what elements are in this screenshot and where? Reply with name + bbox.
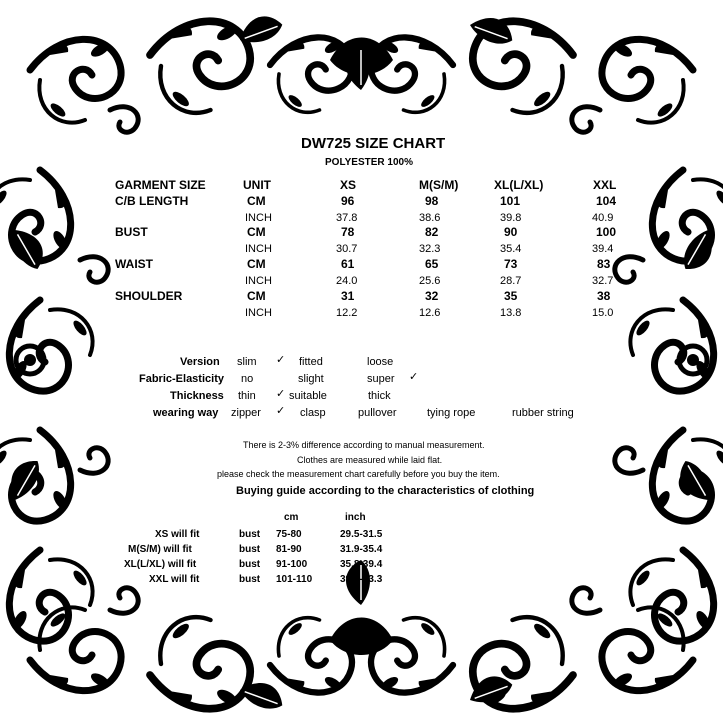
- unit-cm: CM: [247, 289, 266, 303]
- guide-row-cm: 75-80: [276, 529, 302, 540]
- option-thick: thick: [368, 390, 391, 402]
- elasticity-label: Fabric-Elasticity: [139, 373, 224, 385]
- cell: 100: [596, 225, 617, 239]
- guide-row-inch: 31.9-35.4: [340, 544, 383, 555]
- guide-row-inch: 29.5-31.5: [340, 529, 383, 540]
- check-icon: ✓: [409, 371, 419, 383]
- note-laid-flat: Clothes are measured while laid flat.: [297, 455, 443, 465]
- header-xxl: XXL: [593, 178, 617, 192]
- cell: 98: [425, 194, 439, 208]
- unit-inch: INCH: [245, 243, 272, 255]
- option-suitable: suitable: [289, 390, 327, 402]
- cell: 32: [425, 289, 439, 303]
- header-xs: XS: [340, 178, 357, 192]
- cell: 78: [341, 225, 355, 239]
- right-border-ornament: [615, 170, 723, 641]
- row-label-waist: WAIST: [115, 257, 153, 271]
- guide-row-part: bust: [239, 544, 261, 555]
- version-label: Version: [180, 356, 220, 368]
- guide-row-part: bust: [239, 574, 261, 585]
- cell: 38: [597, 289, 611, 303]
- cell: 73: [504, 257, 518, 271]
- option-super: super: [367, 373, 395, 385]
- unit-cm: CM: [247, 257, 266, 271]
- guide-row-label: XS will fit: [155, 529, 200, 540]
- cell: 37.8: [336, 212, 358, 224]
- check-icon: ✓: [276, 354, 286, 366]
- note-measurement-difference: There is 2-3% difference according to manual measurement.: [243, 440, 485, 450]
- guide-col-cm: cm: [284, 512, 299, 523]
- guide-row-label: M(S/M) will fit: [128, 544, 192, 555]
- option-thin: thin: [238, 390, 256, 402]
- cell: 13.8: [500, 307, 522, 319]
- cell: 15.0: [592, 307, 614, 319]
- material-text: POLYESTER 100%: [325, 157, 414, 168]
- header-xl: XL(L/XL): [494, 178, 544, 192]
- option-slight: slight: [298, 373, 324, 385]
- header-garment-size: GARMENT SIZE: [115, 178, 206, 192]
- cell: 61: [341, 257, 355, 271]
- row-label-cb-length: C/B LENGTH: [115, 194, 189, 208]
- header-unit: UNIT: [243, 178, 271, 192]
- option-clasp: clasp: [300, 407, 326, 419]
- cell: 35: [504, 289, 518, 303]
- guide-row-cm: 81-90: [276, 544, 302, 555]
- cell: 32.3: [419, 243, 441, 255]
- unit-inch: INCH: [245, 212, 272, 224]
- top-border-ornament: [30, 11, 693, 133]
- guide-row-part: bust: [239, 559, 261, 570]
- option-loose: loose: [367, 356, 394, 368]
- cell: 82: [425, 225, 439, 239]
- cell: 90: [504, 225, 518, 239]
- cell: 104: [596, 194, 617, 208]
- option-slim: slim: [237, 356, 257, 368]
- option-tying-rope: tying rope: [427, 407, 476, 419]
- option-no: no: [241, 373, 254, 385]
- row-label-bust: BUST: [115, 225, 148, 239]
- cell: 12.6: [419, 307, 441, 319]
- option-fitted: fitted: [299, 356, 323, 368]
- cell: 28.7: [500, 275, 522, 287]
- chart-title: DW725 SIZE CHART: [301, 135, 446, 152]
- cell: 35.4: [500, 243, 522, 255]
- cell: 31: [341, 289, 355, 303]
- left-border-ornament: [0, 170, 108, 641]
- cell: 39.4: [592, 243, 614, 255]
- cell: 12.2: [336, 307, 358, 319]
- unit-cm: CM: [247, 194, 266, 208]
- cell: 40.9: [592, 212, 614, 224]
- option-pullover: pullover: [358, 407, 397, 419]
- guide-row-inch: 39.8-43.3: [340, 574, 383, 585]
- unit-inch: INCH: [245, 307, 272, 319]
- unit-inch: INCH: [245, 275, 272, 287]
- header-m: M(S/M): [419, 178, 459, 192]
- guide-row-label: XXL will fit: [149, 574, 200, 585]
- check-icon: ✓: [276, 388, 286, 400]
- guide-row-cm: 91-100: [276, 559, 308, 570]
- cell: 65: [425, 257, 439, 271]
- cell: 25.6: [419, 275, 441, 287]
- note-check-chart: please check the measurement chart carefully before you buy the item.: [217, 469, 500, 479]
- cell: 96: [341, 194, 355, 208]
- option-rubber-string: rubber string: [512, 407, 574, 419]
- option-zipper: zipper: [231, 407, 261, 419]
- guide-row-inch: 35.8-39.4: [340, 559, 383, 570]
- check-icon: ✓: [276, 405, 286, 417]
- unit-cm: CM: [247, 225, 266, 239]
- guide-row-cm: 101-110: [276, 574, 313, 585]
- guide-row-part: bust: [239, 529, 261, 540]
- guide-col-inch: inch: [345, 512, 366, 523]
- guide-row-label: XL(L/XL) will fit: [124, 559, 197, 570]
- thickness-label: Thickness: [170, 390, 224, 402]
- cell: 38.6: [419, 212, 441, 224]
- cell: 24.0: [336, 275, 358, 287]
- cell: 101: [500, 194, 521, 208]
- row-label-shoulder: SHOULDER: [115, 289, 183, 303]
- cell: 30.7: [336, 243, 358, 255]
- wearing-way-label: wearing way: [153, 407, 219, 419]
- cell: 32.7: [592, 275, 614, 287]
- cell: 39.8: [500, 212, 522, 224]
- cell: 83: [597, 257, 611, 271]
- buying-guide-title: Buying guide according to the characteristics of clothing: [236, 485, 535, 497]
